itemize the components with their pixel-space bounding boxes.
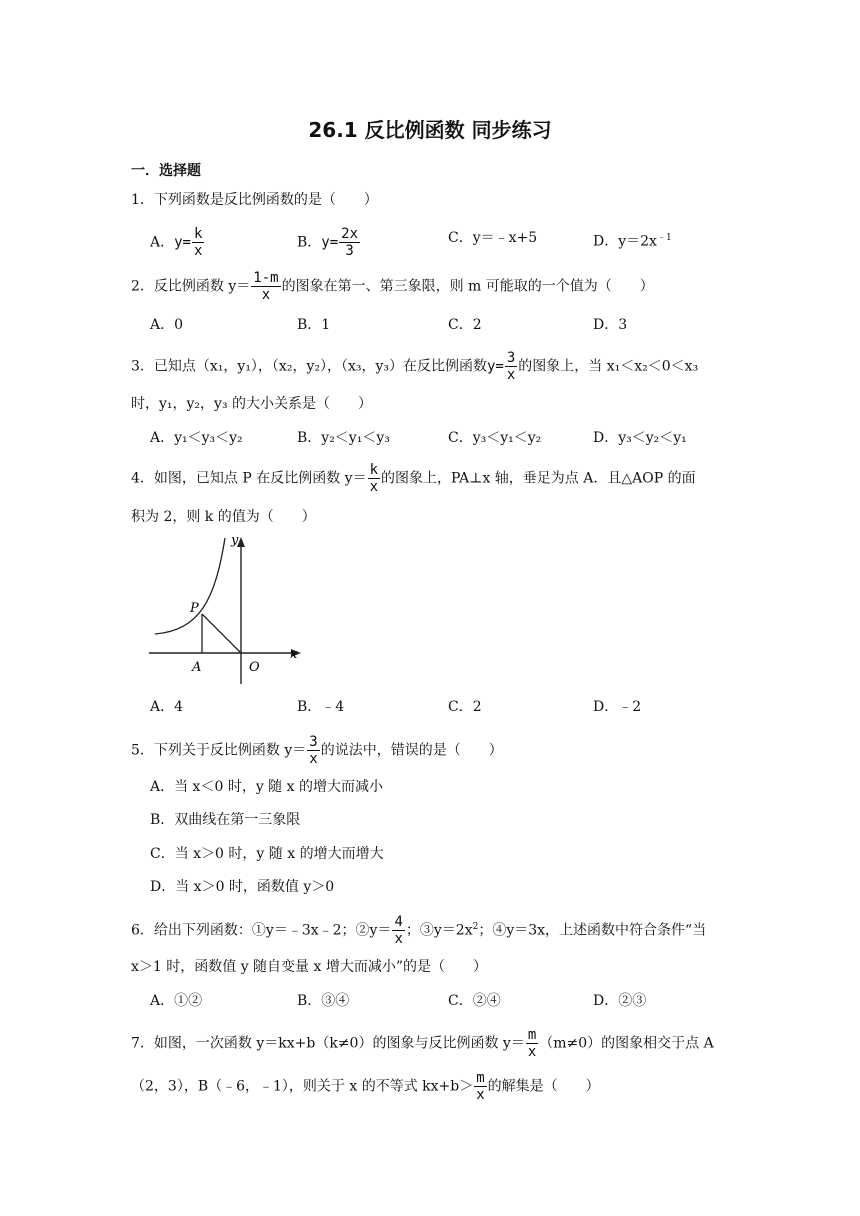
question-7-stem-line2: （2，3），B（﹣6，﹣1），则关于 x 的不等式 kx+b＞ $\frac{m}{x}$ 的解集是（ ） bbox=[131, 1070, 600, 1103]
option-c: C．y₃＜y₁＜y₂ bbox=[448, 430, 542, 446]
y-axis-label: y bbox=[231, 533, 239, 548]
option-d: D．②③ bbox=[593, 993, 647, 1009]
fraction: $\frac{k}{x}$ bbox=[369, 462, 379, 495]
question-3-stem-line2: 时，y₁，y₂，y₃ 的大小关系是（ ） bbox=[131, 396, 373, 412]
option-a: A．0 bbox=[150, 317, 184, 333]
question-6-options bbox=[150, 989, 750, 1013]
question-5-option-a: A．当 x＜0 时，y 随 x 的增大而减小 bbox=[150, 779, 383, 795]
option-b: B．③④ bbox=[297, 993, 350, 1009]
question-5-option-d: D．当 x＞0 时，函数值 y＞0 bbox=[150, 879, 335, 895]
origin-label: O bbox=[249, 660, 260, 675]
option-b: B．y₂＜y₁＜y₃ bbox=[297, 430, 390, 446]
option-a: A．y= $\frac{k}{x}$ bbox=[150, 226, 203, 259]
question-7-stem: 7．如图，一次函数 y＝kx+b（k≠0）的图象与反比例函数 y＝ $\frac{m}{x}$ （m≠0）的图象相交于点 A bbox=[131, 1027, 714, 1060]
question-4-stem-line2: 积为 2，则 k 的值为（ ） bbox=[131, 509, 316, 525]
x-axis-label: x bbox=[290, 647, 298, 662]
option-b: B．y= $\frac{2x}{3}$ bbox=[297, 226, 359, 259]
question-3-stem: 3．已知点（x₁，y₁），（x₂，y₂），（x₃，y₃）在反比例函数y= $\frac{3}{x}$ 的图象上，当 x₁＜x₂＜0＜x₃ bbox=[131, 350, 699, 383]
question-2-options bbox=[150, 313, 750, 337]
question-3-options bbox=[150, 426, 750, 450]
point-p-label: P bbox=[190, 601, 199, 616]
option-a: A．4 bbox=[150, 699, 184, 715]
page-title: 26.1 反比例函数 同步练习 bbox=[308, 118, 552, 142]
hyperbola-curve bbox=[155, 538, 225, 634]
fraction: $\frac{m}{x}$ bbox=[476, 1070, 485, 1103]
fraction: $\frac{k}{x}$ bbox=[193, 226, 203, 259]
option-d: D．$y=2x^{﹣1}$ bbox=[593, 233, 672, 250]
question-2-stem: 2．反比例函数 y＝ $\frac{1-m}{x}$ 的图象在第一、第三象限，则 m 可能取的一个值为（ ） bbox=[131, 270, 654, 303]
question-4-options bbox=[150, 695, 750, 719]
option-c: C．y＝﹣x+5 bbox=[448, 230, 538, 246]
question-6-stem-line2: x＞1 时，函数值 y 随自变量 x 增大而减小”的是（ ） bbox=[131, 959, 488, 975]
option-d: D．y₃＜y₂＜y₁ bbox=[593, 430, 687, 446]
option-c: C．2 bbox=[448, 699, 482, 715]
question-5-option-c: C．当 x＞0 时，y 随 x 的增大而增大 bbox=[150, 846, 384, 862]
question-4-stem: 4．如图，已知点 P 在反比例函数 y＝ $\frac{k}{x}$ 的图象上，PA⊥x 轴，垂足为点 A．且△AOP 的面 bbox=[131, 462, 696, 495]
section-heading: 一．选择题 bbox=[131, 163, 201, 179]
fraction: $\frac{3}{x}$ bbox=[309, 734, 318, 767]
fraction: $\frac{2x}{3}$ bbox=[341, 226, 359, 259]
fraction: $\frac{4}{x}$ bbox=[394, 914, 403, 947]
option-c: C．2 bbox=[448, 317, 482, 333]
fraction: $\frac{3}{x}$ bbox=[506, 350, 516, 383]
hyperbola-figure bbox=[145, 530, 315, 690]
option-a: A．y₁＜y₃＜y₂ bbox=[150, 430, 243, 446]
option-b: B．1 bbox=[297, 317, 331, 333]
option-b: B．﹣4 bbox=[297, 699, 345, 715]
question-5-option-b: B．双曲线在第一三象限 bbox=[150, 812, 301, 828]
question-1-options bbox=[150, 226, 750, 259]
fraction: $\frac{1-m}{x}$ bbox=[253, 270, 279, 303]
question-1-stem: 1．下列函数是反比例函数的是（ ） bbox=[131, 192, 378, 208]
fraction: $\frac{m}{x}$ bbox=[527, 1027, 537, 1060]
option-c: C．②④ bbox=[448, 993, 501, 1009]
segment-po bbox=[202, 614, 241, 653]
question-6-stem: 6．给出下列函数：①y＝﹣3x﹣2；②y＝ $\frac{4}{x}$ ；$③y=2x^2$；④y＝3x，上述函数中符合条件“当 bbox=[131, 914, 707, 947]
option-d: D．﹣2 bbox=[593, 699, 642, 715]
option-a: A．①② bbox=[150, 993, 203, 1009]
option-d: D．3 bbox=[593, 317, 628, 333]
point-a-label: A bbox=[192, 660, 202, 675]
question-5-stem: 5．下列关于反比例函数 y＝ $\frac{3}{x}$ 的说法中，错误的是（ ） bbox=[131, 734, 503, 767]
